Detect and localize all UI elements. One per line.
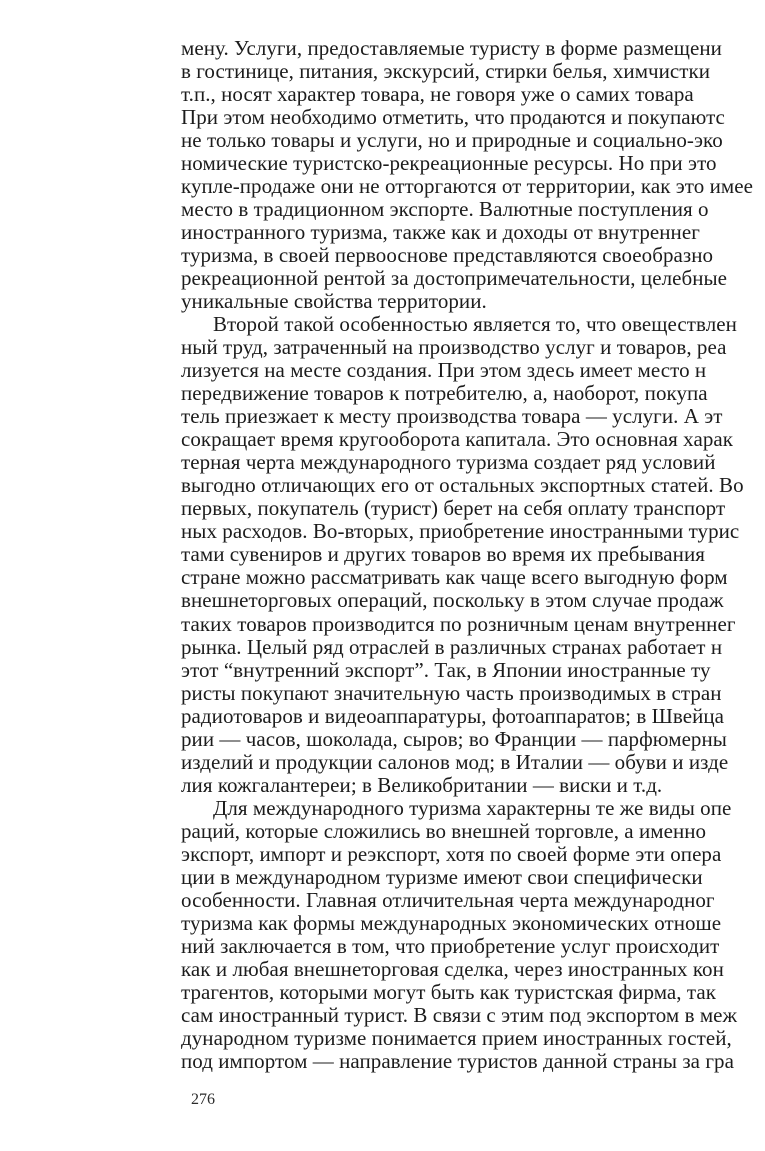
text-line: дународном туризме понимается прием иностранных гостей, [181,1025,732,1050]
text-line: ний заключается в том, что приобретение услуг происходит [181,933,720,958]
text-line: т.п., носят характер товара, не говоря уже о самих товара [181,82,694,107]
text-line: номические туристско-рекреационные ресурсы. Но при это [181,151,717,176]
text-line: внешнеторговых операций, поскольку в этом случае продаж [181,588,724,613]
text-line: рекреационной рентой за достопримечательности, целебные [181,266,728,291]
text-line: купле-продаже они не отторгаются от территории, как это имее [181,174,753,199]
text-line: сам иностранный турист. В связи с этим под экспортом в меж [181,1002,738,1027]
text-line: тель приезжает к месту производства товара — услуги. А эт [181,404,723,429]
text-line: иностранного туризма, также как и доходы от внутреннег [181,220,700,245]
text-line: сокращает время кругооборота капитала. Это основная харак [181,427,733,452]
text-line: первых, покупатель (турист) берет на себя оплату транспорт [181,496,726,521]
text-line: ных расходов. Во-вторых, приобретение иностранными турис [181,519,740,544]
text-line: передвижение товаров к потребителю, а, наоборот, покупа [181,381,708,406]
text-line: стране можно рассматривать как чаще всего выгодную форм [181,565,728,590]
text-line: Для международного туризма характерны те же виды опе [213,795,732,820]
page-number: 276 [191,1091,215,1108]
text-line: лия кожгалантереи; в Великобритании — виски и т.д. [181,772,663,797]
text-line: под импортом — направление туристов данной страны за гра [181,1048,734,1073]
text-line: изделий и продукции салонов мод; в Италии — обуви и изде [181,749,729,774]
text-line: как и любая внешнеторговая сделка, через иностранных кон [181,956,724,981]
text-line: место в традиционном экспорте. Валютные поступления о [181,197,709,222]
text-line: выгодно отличающих его от остальных экспортных статей. Во [181,473,744,498]
text-line: особенности. Главная отличительная черта международног [181,887,715,912]
text-line: При этом необходимо отметить, что продаются и покупаютс [181,105,725,130]
text-line: терная черта международного туризма создает ряд условий [181,450,716,475]
text-line: Второй такой особенностью является то, что овеществлен [213,312,737,337]
text-line: радиотоваров и видеоаппаратуры, фотоаппаратов; в Швейца [181,703,725,728]
text-line: мену. Услуги, предоставляемые туристу в форме размещени [181,36,722,60]
text-line: таких товаров производится по розничным ценам внутреннег [181,611,736,636]
text-line: уникальные свойства территории. [181,289,487,314]
text-line: экспорт, импорт и реэкспорт, хотя по своей форме эти опера [181,841,722,866]
text-line: не только товары и услуги, но и природные и социально-эко [181,128,723,153]
text-line: этот “внутренний экспорт”. Так, в Японии иностранные ту [181,657,711,682]
text-line: рии — часов, шоколада, сыров; во Франции — парфюмерны [181,726,727,751]
text-line: туризма, в своей первооснове представляются своеобразно [181,243,714,268]
text-line: в гостинице, питания, экскурсий, стирки белья, химчистки [181,59,711,84]
text-line: трагентов, которыми могут быть как туристская фирма, так [181,979,716,1004]
text-line: лизуется на месте создания. При этом здесь имеет место н [181,358,707,383]
text-line: туризма как формы международных экономических отноше [181,910,722,935]
text-line: ции в международном туризме имеют свои специфически [181,864,703,889]
text-line: ный труд, затраченный на производство услуг и товаров, реа [181,335,727,360]
text-line: тами сувениров и других товаров во время их пребывания [181,542,705,567]
text-line: рынка. Целый ряд отраслей в различных странах работает н [181,634,723,659]
text-line: ристы покупают значительную часть производимых в стран [181,680,722,705]
text-line: раций, которые сложились во внешней торговле, а именно [181,818,707,843]
